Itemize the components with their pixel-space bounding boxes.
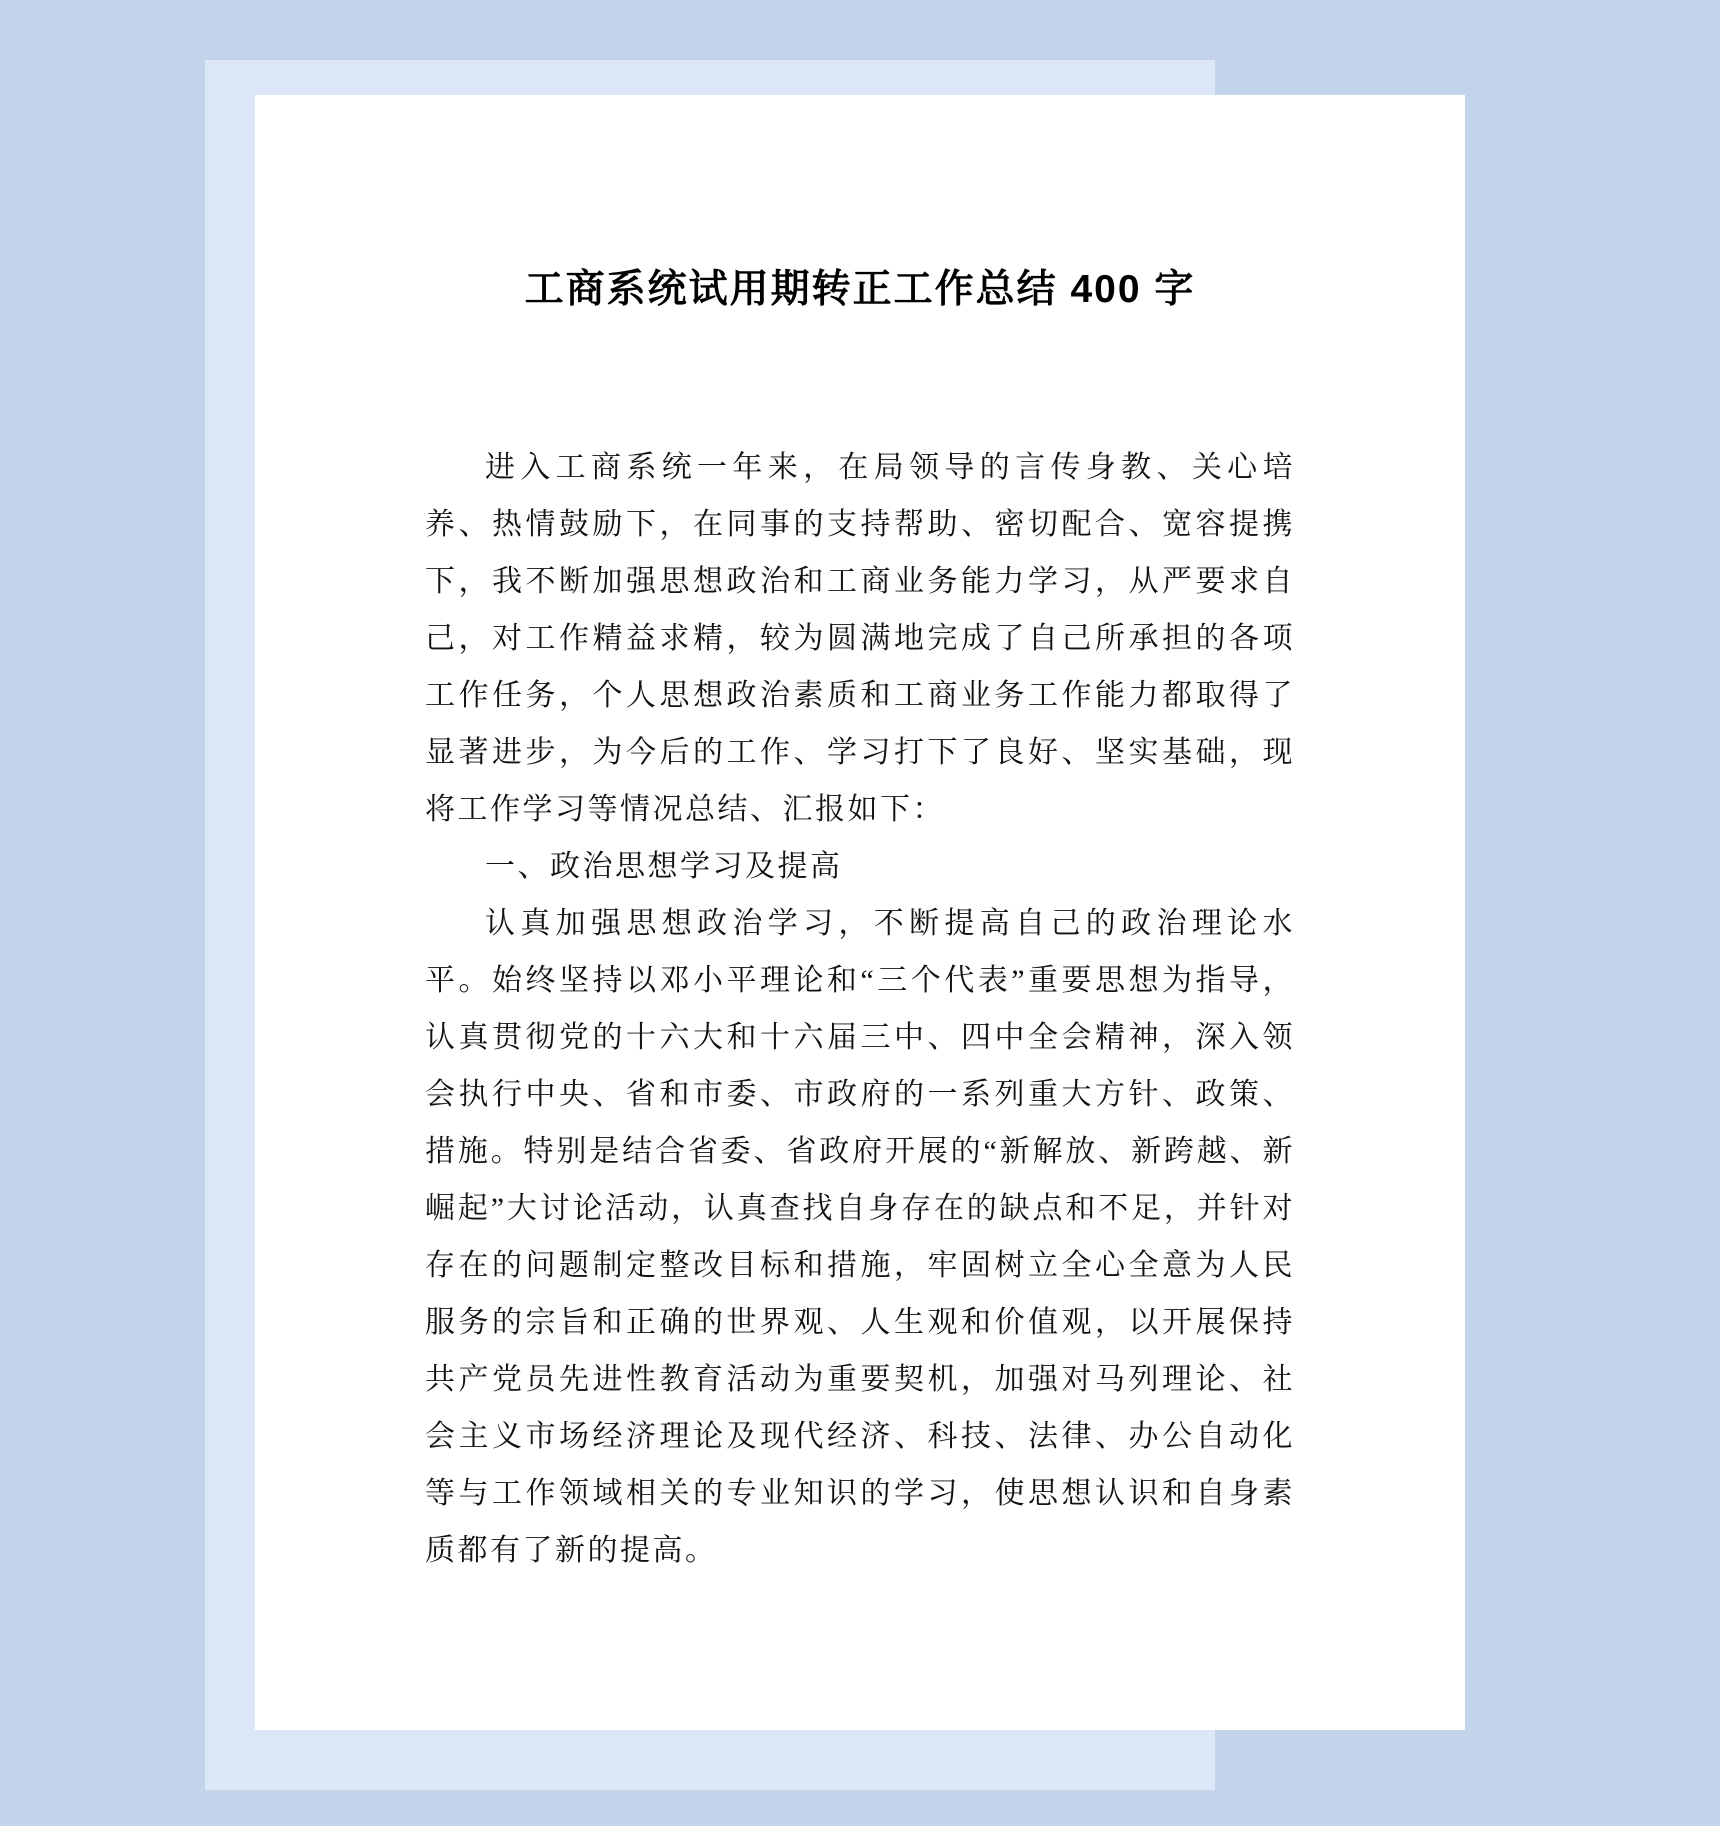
paragraph-intro: 进入工商系统一年来，在局领导的言传身教、关心培养、热情鼓励下，在同事的支持帮助、密切配合、宽容提携下，我不断加强思想政治和工商业务能力学习，从严要求自己，对工作精益求精，较为圆满地完成了自己所承担的各项工作任务，个人思想政治素质和工商业务工作能力都取得了显著进步，为今后的工作、学习打下了良好、坚实基础，现将工作学习等情况总结、汇报如下： <box>425 451 1295 826</box>
section-heading-political-study: 一、政治思想学习及提高 <box>485 850 843 883</box>
document-title: 工商系统试用期转正工作总结 400 字 <box>524 268 1196 311</box>
paragraph-political-study: 认真加强思想政治学习，不断提高自己的政治理论水平。始终坚持以邓小平理论和“三个代表”重要思想为指导，认真贯彻党的十六大和十六届三中、四中全会精神，深入领会执行中央、省和市委、市政府的一系列重大方针、政策、措施。特别是结合省委、省政府开展的“新解放、新跨越、新崛起”大讨论活动，认真查找自身存在的缺点和不足，并针对存在的问题制定整改目标和措施，牢固树立全心全意为人民服务的宗旨和正确的世界观、人生观和价值观，以开展保持共产党员先进性教育活动为重要契机，加强对马列理论、社会主义市场经济理论及现代经济、科技、法律、办公自动化等与工作领域相关的专业知识的学习，使思想认识和自身素质都有了新的提高。 <box>425 907 1295 1567</box>
document-page <box>255 95 1465 1730</box>
